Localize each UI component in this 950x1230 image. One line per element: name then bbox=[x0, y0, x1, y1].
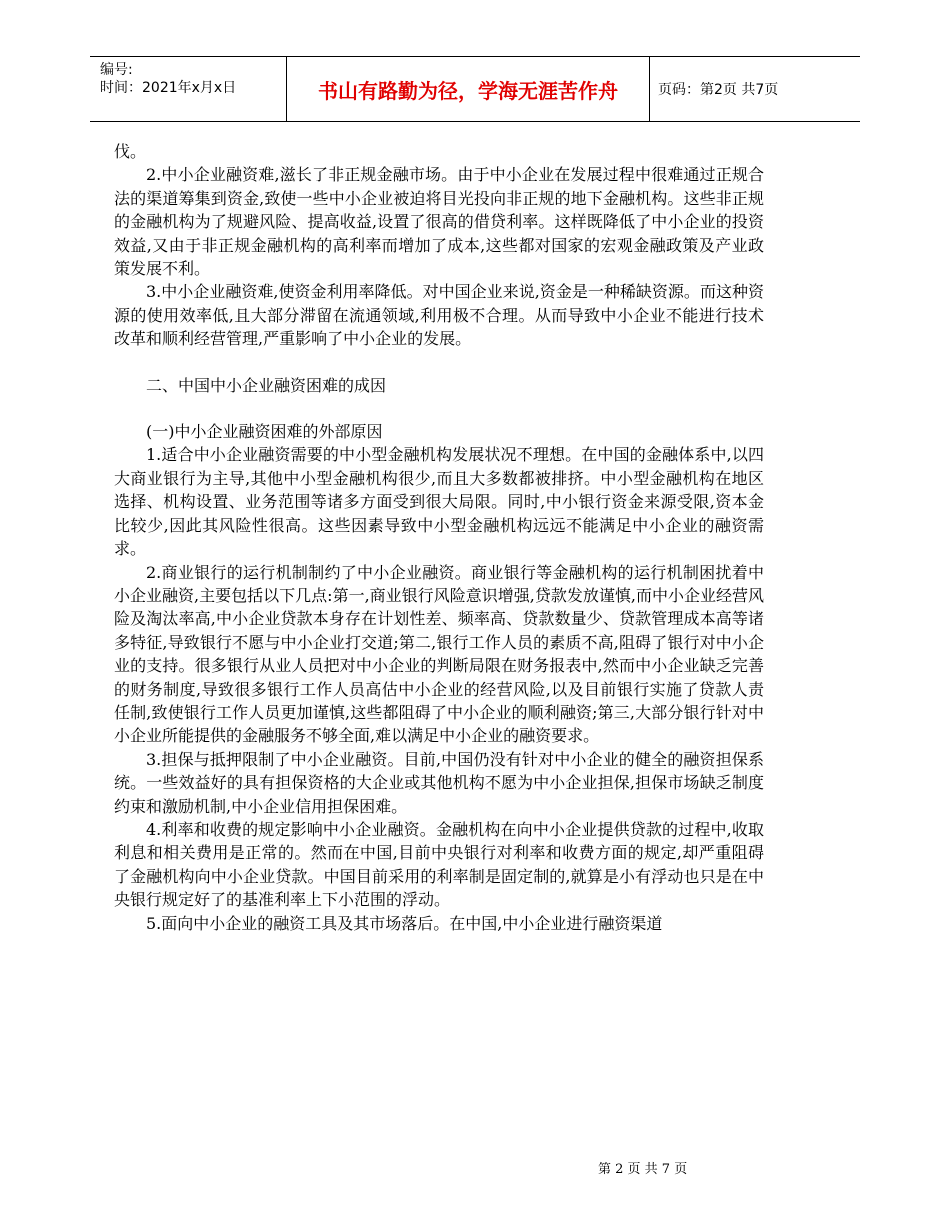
document-time-label: 时间：2021年x月x日 bbox=[100, 80, 237, 96]
paragraph: 4.利率和收费的规定影响中小企业融资。金融机构在向中小企业提供贷款的过程中,收取利息和相关费用是正常的。然而在中国,目前中央银行对利率和收费方面的规定,却严重阻碍了金融机构向中小企业贷款。中国目前采用的利率制是固定制的,就算是小有浮动也只是在中央银行规定好了的基准利率上下小范围的浮动。 bbox=[114, 819, 764, 910]
header-motto: 书山有路勤为径，学海无涯苦作舟 bbox=[318, 78, 618, 103]
paragraph: 伐。 bbox=[114, 142, 147, 161]
header-page-info: 页码：第2页 共7页 bbox=[658, 82, 779, 98]
header-divider bbox=[649, 57, 650, 121]
page-header bbox=[90, 56, 860, 122]
subsection-heading: (一)中小企业融资困难的外部原因 bbox=[146, 422, 383, 442]
section-heading: 二、中国中小企业融资困难的成因 bbox=[146, 375, 387, 395]
paragraph: 5.面向中小企业的融资工具及其市场落后。在中国,中小企业进行融资渠道 bbox=[146, 913, 663, 933]
paragraph: 2.商业银行的运行机制制约了中小企业融资。商业银行等金融机构的运行机制困扰着中小企业融资,主要包括以下几点:第一,商业银行风险意识增强,贷款发放谨慎,而中小企业经营风险及淘汰率高,中小企业贷款本身存在计划性差、频率高、贷款数量少、贷款管理成本高等诸多特征,导致银行不愿与中小企业打交道;第二,银行工作人员的素质不高,阻碍了银行对中小企业的支持。很多银行从业人员把对中小企业的判断局限在财务报表中,然而中小企业缺乏完善的财务制度,导致很多银行工作人员高估中小企业的经营风险,以及目前银行实施了贷款人责任制,致使银行工作人员更加谨慎,这些都阻碍了中小企业的顺利融资;第三,大部分银行针对中小企业所能提供的金融服务不够全面,难以满足中小企业的融资要求。 bbox=[114, 562, 764, 746]
spacer bbox=[114, 397, 764, 420]
header-meta bbox=[98, 57, 288, 121]
page-footer: 第 2 页 共 7 页 bbox=[598, 1162, 688, 1177]
paragraph: 3.担保与抵押限制了中小企业融资。目前,中国仍没有针对中小企业的健全的融资担保系统。一些效益好的具有担保资格的大企业或其他机构不愿为中小企业担保,担保市场缺乏制度约束和激励机制,中小企业信用担保困难。 bbox=[114, 749, 764, 816]
document-body bbox=[114, 140, 764, 935]
document-number-label: 编号: bbox=[100, 62, 133, 78]
paragraph: 3.中小企业融资难,使资金利用率降低。对中国企业来说,资金是一种稀缺资源。而这种资源的使用效率低,且大部分滞留在流通领域,利用极不合理。从而导致中小企业不能进行技术改革和顺利经营管理,严重影响了中小企业的发展。 bbox=[114, 282, 764, 349]
paragraph: 2.中小企业融资难,滋长了非正规金融市场。由于中小企业在发展过程中很难通过正规合法的渠道筹集到资金,致使一些中小企业被迫将目光投向非正规的地下金融机构。这些非正规的金融机构为了规避风险、提高收益,设置了很高的借贷利率。这样既降低了中小企业的投资效益,又由于非正规金融机构的高利率而增加了成本,这些都对国家的宏观金融政策及产业政策发展不利。 bbox=[114, 165, 764, 279]
paragraph: 1.适合中小企业融资需要的中小型金融机构发展状况不理想。在中国的金融体系中,以四大商业银行为主导,其他中小型金融机构很少,而且大多数都被排挤。中小型金融机构在地区选择、机构设置、业务范围等诸多方面受到很大局限。同时,中小银行资金来源受限,资本金比较少,因此其风险性很高。这些因素导致中小型金融机构远远不能满足中小企业的融资需求。 bbox=[114, 445, 764, 559]
spacer bbox=[114, 351, 764, 374]
